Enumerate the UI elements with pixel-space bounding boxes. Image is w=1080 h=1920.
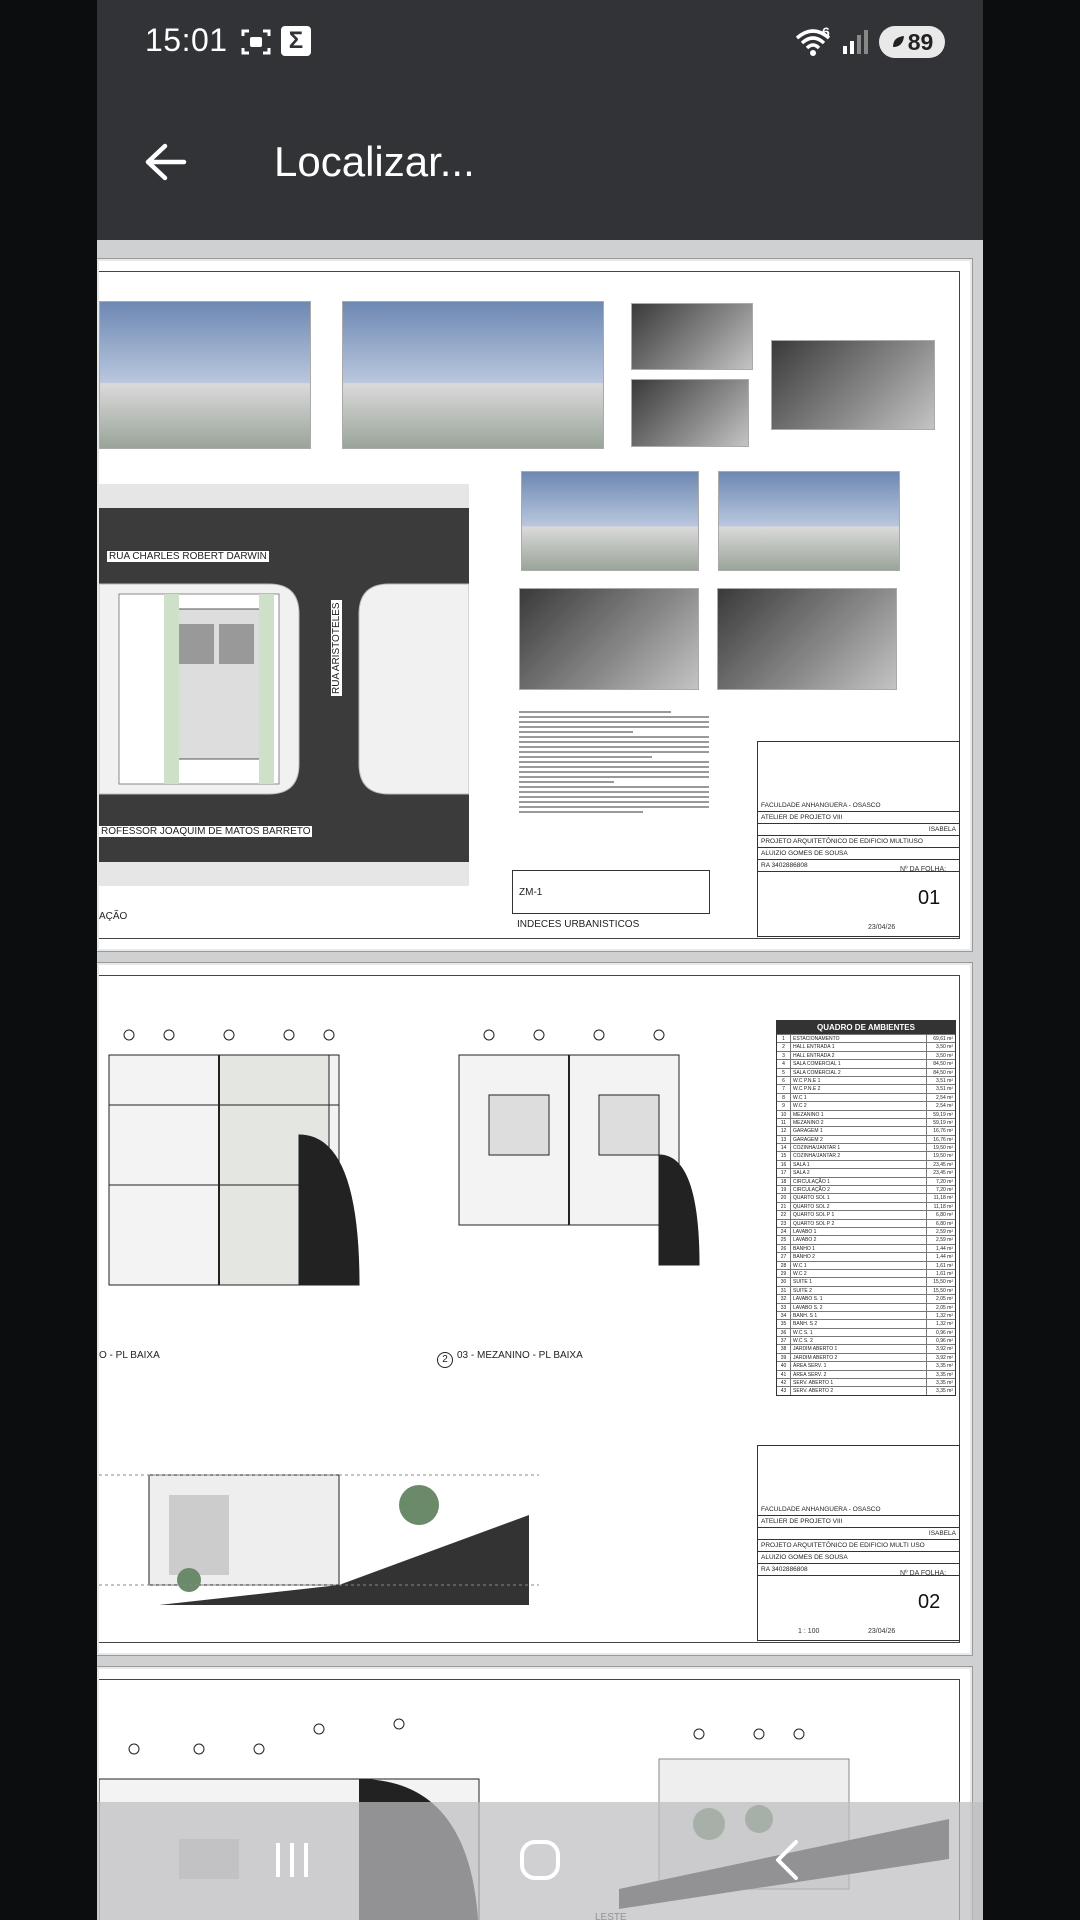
indices-table xyxy=(512,870,710,914)
quadro-row xyxy=(777,1210,955,1218)
quadro-row-number: 30 xyxy=(777,1278,791,1285)
quadro-row-name: W.C 2 xyxy=(791,1270,927,1277)
sheet-number: 01 xyxy=(918,887,941,909)
quadro-row-name: MEZANINO 2 xyxy=(791,1119,927,1126)
quadro-row-name: SALA 2 xyxy=(791,1169,927,1176)
quadro-row xyxy=(777,1361,955,1369)
quadro-row-name: CIRCULAÇÃO 1 xyxy=(791,1178,927,1185)
quadro-row xyxy=(777,1261,955,1269)
quadro-row xyxy=(777,1193,955,1201)
quadro-row-area: 84,50 m² xyxy=(933,1061,953,1068)
quadro-row-number: 42 xyxy=(777,1379,791,1386)
quadro-row-area: 23,45 m² xyxy=(933,1170,953,1177)
quadro-row-area: 6,80 m² xyxy=(936,1220,953,1227)
phone-screen xyxy=(97,0,983,1920)
quadro-row-number: 32 xyxy=(777,1295,791,1302)
back-icon xyxy=(772,1838,802,1882)
quadro-row-name: SALA COMERCIAL 1 xyxy=(791,1060,927,1067)
tb-materia: ATELIER DE PROJETO VIII xyxy=(758,1516,959,1528)
quadro-row xyxy=(777,1286,955,1294)
quadro-row-name: W.C 1 xyxy=(791,1094,927,1101)
quadro-row xyxy=(777,1076,955,1084)
quadro-row-area: 84,50 m² xyxy=(933,1069,953,1076)
quadro-row-area: 16,76 m² xyxy=(933,1128,953,1135)
quadro-row-name: LAVABO 1 xyxy=(791,1228,927,1235)
quadro-row-number: 14 xyxy=(777,1144,791,1151)
quadro-row-number: 35 xyxy=(777,1320,791,1327)
render-perspective-1 xyxy=(521,471,699,571)
quadro-row-name: ESTACIONAMENTO xyxy=(791,1035,927,1042)
recents-icon xyxy=(272,1841,312,1879)
quadro-row xyxy=(777,1311,955,1319)
quadro-row-name: GARAGEM 2 xyxy=(791,1136,927,1143)
render-interior-3 xyxy=(771,340,935,430)
quadro-row-area: 3,92 m² xyxy=(936,1354,953,1361)
quadro-row-area: 11,18 m² xyxy=(933,1195,953,1202)
battery-indicator xyxy=(879,26,945,58)
quadro-row-name: W.C S. 2 xyxy=(791,1337,927,1344)
quadro-row xyxy=(777,1219,955,1227)
tb-escala: 1 : 100 xyxy=(798,1628,820,1635)
quadro-ambientes xyxy=(776,1020,956,1396)
quadro-row-name: BANHO 2 xyxy=(791,1253,927,1260)
quadro-row-number: 16 xyxy=(777,1161,791,1168)
tb-instituicao: FACULDADE ANHANGUERA - OSASCO xyxy=(758,1504,959,1516)
quadro-row-name: CIRCULAÇÃO 2 xyxy=(791,1186,927,1193)
quadro-row-area: 7,20 m² xyxy=(936,1178,953,1185)
tb-data: 23/04/26 xyxy=(868,924,896,931)
quadro-row-area: 3,51 m² xyxy=(936,1077,953,1084)
quadro-row-name: MEZANINO 1 xyxy=(791,1111,927,1118)
quadro-row-name: LAVABO S. 2 xyxy=(791,1304,927,1311)
quadro-row-area: 3,92 m² xyxy=(936,1346,953,1353)
quadro-row-area: 3,35 m² xyxy=(936,1388,953,1395)
quadro-row-area: 23,45 m² xyxy=(933,1161,953,1168)
quadro-row-name: W.C 1 xyxy=(791,1262,927,1269)
quadro-row-number: 7 xyxy=(777,1085,791,1092)
quadro-row-area: 1,44 m² xyxy=(936,1245,953,1252)
quadro-row xyxy=(777,1135,955,1143)
quadro-row xyxy=(777,1118,955,1126)
quadro-row-number: 6 xyxy=(777,1077,791,1084)
plan2-number: 2 xyxy=(437,1352,453,1368)
quadro-row xyxy=(777,1344,955,1352)
app-header xyxy=(97,0,983,240)
battery-level: 89 xyxy=(907,28,934,55)
quadro-row-area: 69,61 m² xyxy=(933,1036,953,1042)
quadro-row xyxy=(777,1143,955,1151)
zone-label: ZM-1 xyxy=(519,887,543,898)
quadro-row xyxy=(777,1235,955,1243)
quadro-row-number: 9 xyxy=(777,1102,791,1109)
quadro-row-area: 2,59 m² xyxy=(936,1237,953,1244)
quadro-row-number: 4 xyxy=(777,1060,791,1067)
quadro-row-area: 3,35 m² xyxy=(936,1380,953,1387)
quadro-row-name: BANHO 1 xyxy=(791,1245,927,1252)
quadro-row-number: 31 xyxy=(777,1287,791,1294)
quadro-row-name: W.C 2 xyxy=(791,1102,927,1109)
quadro-row-number: 40 xyxy=(777,1362,791,1369)
quadro-row xyxy=(777,1336,955,1344)
quadro-row-number: 36 xyxy=(777,1329,791,1336)
project-description xyxy=(519,711,709,816)
floor-plans-drawing xyxy=(99,985,719,1365)
quadro-row-name: HALL ENTRADA 1 xyxy=(791,1043,927,1050)
render-perspective-2 xyxy=(718,471,900,571)
quadro-row-number: 24 xyxy=(777,1228,791,1235)
quadro-row-name: HALL ENTRADA 2 xyxy=(791,1052,927,1059)
render-living-room xyxy=(519,588,699,690)
quadro-row xyxy=(777,1160,955,1168)
tb-ra: RA 3402886808 xyxy=(758,1564,959,1576)
quadro-row-area: 15,50 m² xyxy=(933,1279,953,1286)
quadro-row-area: 3,50 m² xyxy=(936,1052,953,1059)
quadro-row-name: W.C P.N.E 2 xyxy=(791,1085,927,1092)
quadro-row-number: 12 xyxy=(777,1127,791,1134)
tb-ra: RA 3402886808 xyxy=(758,860,959,872)
quadro-row xyxy=(777,1177,955,1185)
render-interior-2 xyxy=(631,379,749,447)
quadro-row-area: 2,59 m² xyxy=(936,1228,953,1235)
page-title: Localizar... xyxy=(274,138,475,185)
quadro-row xyxy=(777,1328,955,1336)
quadro-row-number: 25 xyxy=(777,1236,791,1243)
quadro-row-number: 21 xyxy=(777,1203,791,1210)
quadro-row-name: LAVABO 2 xyxy=(791,1236,927,1243)
home-button[interactable] xyxy=(495,1830,585,1890)
home-icon xyxy=(518,1838,562,1882)
right-margin xyxy=(983,0,1080,1920)
document-viewer[interactable] xyxy=(97,240,983,1920)
quadro-row-area: 1,44 m² xyxy=(936,1254,953,1261)
title-block-2 xyxy=(757,1445,960,1641)
quadro-row-number: 29 xyxy=(777,1270,791,1277)
status-time: 15:01 xyxy=(145,22,228,58)
quadro-row-name: SUITE 1 xyxy=(791,1278,927,1285)
street-label-bottom: ROFESSOR JOAQUIM DE MATOS BARRETO xyxy=(101,826,311,837)
quadro-row-number: 18 xyxy=(777,1178,791,1185)
quadro-row xyxy=(777,1378,955,1386)
quadro-row xyxy=(777,1051,955,1059)
quadro-row-area: 6,80 m² xyxy=(936,1212,953,1219)
quadro-row xyxy=(777,1110,955,1118)
quadro-row-name: SALA COMERCIAL 2 xyxy=(791,1069,927,1076)
quadro-row-name: W.C S. 1 xyxy=(791,1329,927,1336)
quadro-row-name: QUARTO SOL 1 xyxy=(791,1194,927,1201)
quadro-row-name: COZINHA/JANTAR 2 xyxy=(791,1152,927,1159)
quadro-row-number: 8 xyxy=(777,1094,791,1101)
quadro-row xyxy=(777,1202,955,1210)
quadro-row xyxy=(777,1151,955,1159)
quadro-row-number: 33 xyxy=(777,1304,791,1311)
quadro-row-area: 1,61 m² xyxy=(936,1262,953,1269)
tb-titulo: PROJETO ARQUITETÔNICO DE EDIFICIO MULTIUSO xyxy=(758,836,959,848)
system-navigation-bar xyxy=(97,1802,983,1920)
quadro-row xyxy=(777,1126,955,1134)
quadro-row xyxy=(777,1168,955,1176)
quadro-row-name: SERV. ABERTO 2 xyxy=(791,1387,927,1394)
quadro-row-area: 3,35 m² xyxy=(936,1371,953,1378)
section-drawing xyxy=(99,1445,549,1615)
quadro-row-number: 38 xyxy=(777,1345,791,1352)
quadro-row-number: 23 xyxy=(777,1220,791,1227)
quadro-row-number: 19 xyxy=(777,1186,791,1193)
quadro-row xyxy=(777,1084,955,1092)
quadro-row xyxy=(777,1353,955,1361)
quadro-row xyxy=(777,1034,955,1042)
signal-icon xyxy=(840,26,872,58)
quadro-row xyxy=(777,1303,955,1311)
quadro-row xyxy=(777,1059,955,1067)
leaf-icon xyxy=(891,35,905,49)
quadro-row-area: 1,32 m² xyxy=(936,1312,953,1319)
quadro-row-name: QUARTO SOL P 1 xyxy=(791,1211,927,1218)
quadro-row xyxy=(777,1068,955,1076)
tb-professor: ISABELA xyxy=(758,824,959,836)
tb-folha-label: Nº DA FOLHA: xyxy=(900,1570,947,1577)
quadro-row-area: 19,50 m² xyxy=(933,1145,953,1152)
quadro-row-area: 2,54 m² xyxy=(936,1094,953,1101)
quadro-row-area: 3,50 m² xyxy=(936,1044,953,1051)
quadro-row-area: 1,61 m² xyxy=(936,1270,953,1277)
quadro-row-number: 39 xyxy=(777,1354,791,1361)
drawing-sheet-1[interactable] xyxy=(97,259,972,951)
tb-aluno: ALUIZIO GOMES DE SOUSA xyxy=(758,1552,959,1564)
quadro-row-name: QUARTO SOL 2 xyxy=(791,1203,927,1210)
street-label-top: RUA CHARLES ROBERT DARWIN xyxy=(109,551,267,562)
quadro-row-area: 7,20 m² xyxy=(936,1187,953,1194)
quadro-row-name: QUARTO SOL P 2 xyxy=(791,1220,927,1227)
quadro-row-name: SUITE 2 xyxy=(791,1287,927,1294)
arrow-back-icon xyxy=(143,142,187,182)
quadro-row-number: 43 xyxy=(777,1387,791,1394)
recents-button[interactable] xyxy=(247,1830,337,1890)
plan2-caption: 03 - MEZANINO - PL BAIXA xyxy=(457,1350,583,1361)
sigma-icon: Σ xyxy=(281,26,311,56)
quadro-row-number: 1 xyxy=(777,1035,791,1042)
sheet-number: 02 xyxy=(918,1591,941,1613)
plan-caption: AÇÃO xyxy=(99,911,128,922)
quadro-row xyxy=(777,1244,955,1252)
street-label-side: RUA ARISTOTELES xyxy=(331,602,342,694)
quadro-row xyxy=(777,1269,955,1277)
tb-aluno: ALUIZIO GOMES DE SOUSA xyxy=(758,848,959,860)
quadro-row xyxy=(777,1386,955,1394)
quadro-row-number: 27 xyxy=(777,1253,791,1260)
quadro-row-number: 41 xyxy=(777,1371,791,1378)
left-margin xyxy=(0,0,97,1920)
quadro-row-area: 0,96 m² xyxy=(936,1338,953,1345)
quadro-row-number: 17 xyxy=(777,1169,791,1176)
quadro-row-area: 59,19 m² xyxy=(933,1111,953,1118)
quadro-row xyxy=(777,1370,955,1378)
tb-titulo: PROJETO ARQUITETÔNICO DE EDIFICIO MULTI USO xyxy=(758,1540,959,1552)
quadro-row-area: 3,51 m² xyxy=(936,1086,953,1093)
quadro-row-number: 22 xyxy=(777,1211,791,1218)
back-button[interactable] xyxy=(141,138,189,186)
quadro-row-name: SALA 1 xyxy=(791,1161,927,1168)
render-kitchen xyxy=(717,588,897,690)
quadro-row-number: 11 xyxy=(777,1119,791,1126)
quadro-row-area: 16,76 m² xyxy=(933,1136,953,1143)
quadro-row-area: 0,96 m² xyxy=(936,1329,953,1336)
drawing-sheet-2[interactable] xyxy=(97,963,972,1655)
quadro-row-name: ÁREA SERV. 2 xyxy=(791,1371,927,1378)
quadro-row xyxy=(777,1227,955,1235)
quadro-row-name: LAVABO S. 1 xyxy=(791,1295,927,1302)
tb-materia: ATELIER DE PROJETO VIII xyxy=(758,812,959,824)
quadro-row-number: 37 xyxy=(777,1337,791,1344)
quadro-row xyxy=(777,1093,955,1101)
quadro-row-area: 1,32 m² xyxy=(936,1321,953,1328)
quadro-row-area: 59,19 m² xyxy=(933,1119,953,1126)
quadro-row-number: 13 xyxy=(777,1136,791,1143)
quadro-row-number: 28 xyxy=(777,1262,791,1269)
quadro-row-name: ÁREA SERV. 1 xyxy=(791,1362,927,1369)
quadro-row xyxy=(777,1319,955,1327)
quadro-row-area: 3,35 m² xyxy=(936,1363,953,1370)
quadro-row xyxy=(777,1252,955,1260)
quadro-row-number: 34 xyxy=(777,1312,791,1319)
quadro-row-name: W.C P.N.E 1 xyxy=(791,1077,927,1084)
quadro-row-number: 15 xyxy=(777,1152,791,1159)
quadro-row xyxy=(777,1185,955,1193)
quadro-row-area: 2,54 m² xyxy=(936,1103,953,1110)
tb-data: 23/04/26 xyxy=(868,1628,896,1635)
render-interior-1 xyxy=(631,303,753,370)
quadro-row-number: 3 xyxy=(777,1052,791,1059)
indices-title: INDECES URBANISTICOS xyxy=(517,919,640,930)
quadro-row-number: 10 xyxy=(777,1111,791,1118)
nav-back-button[interactable] xyxy=(742,1830,832,1890)
quadro-row-area: 2,05 m² xyxy=(936,1304,953,1311)
quadro-row-name: BANH. S 2 xyxy=(791,1320,927,1327)
quadro-row xyxy=(777,1294,955,1302)
plan1-caption: O - PL BAIXA xyxy=(99,1350,160,1361)
quadro-row-name: BANH. S 1 xyxy=(791,1312,927,1319)
wifi-6-badge: 6 xyxy=(822,24,830,40)
render-facade-1 xyxy=(99,301,311,449)
tb-instituicao: FACULDADE ANHANGUERA - OSASCO xyxy=(758,800,959,812)
quadro-row-name: JARDIM ABERTO 1 xyxy=(791,1345,927,1352)
quadro-row-number: 5 xyxy=(777,1069,791,1076)
quadro-rows xyxy=(777,1034,955,1395)
quadro-row-number: 20 xyxy=(777,1194,791,1201)
quadro-row xyxy=(777,1101,955,1109)
quadro-row xyxy=(777,1277,955,1285)
quadro-row-name: COZINHA/JANTAR 1 xyxy=(791,1144,927,1151)
tb-professor: ISABELA xyxy=(758,1528,959,1540)
quadro-row-number: 2 xyxy=(777,1043,791,1050)
screenshot-scan-icon xyxy=(239,26,273,58)
quadro-row xyxy=(777,1042,955,1050)
tb-folha-label: Nº DA FOLHA: xyxy=(900,866,947,873)
quadro-row-area: 15,50 m² xyxy=(933,1287,953,1294)
quadro-row-area: 2,05 m² xyxy=(936,1296,953,1303)
quadro-row-number: 26 xyxy=(777,1245,791,1252)
quadro-title: QUADRO DE AMBIENTES xyxy=(777,1021,955,1034)
quadro-row-area: 11,18 m² xyxy=(933,1203,953,1210)
quadro-row-name: JARDIM ABERTO 2 xyxy=(791,1354,927,1361)
quadro-row-area: 19,50 m² xyxy=(933,1153,953,1160)
quadro-row-name: SERV. ABERTO 1 xyxy=(791,1379,927,1386)
title-block-1 xyxy=(757,741,960,937)
quadro-row-name: GARAGEM 1 xyxy=(791,1127,927,1134)
render-facade-2 xyxy=(342,301,604,449)
